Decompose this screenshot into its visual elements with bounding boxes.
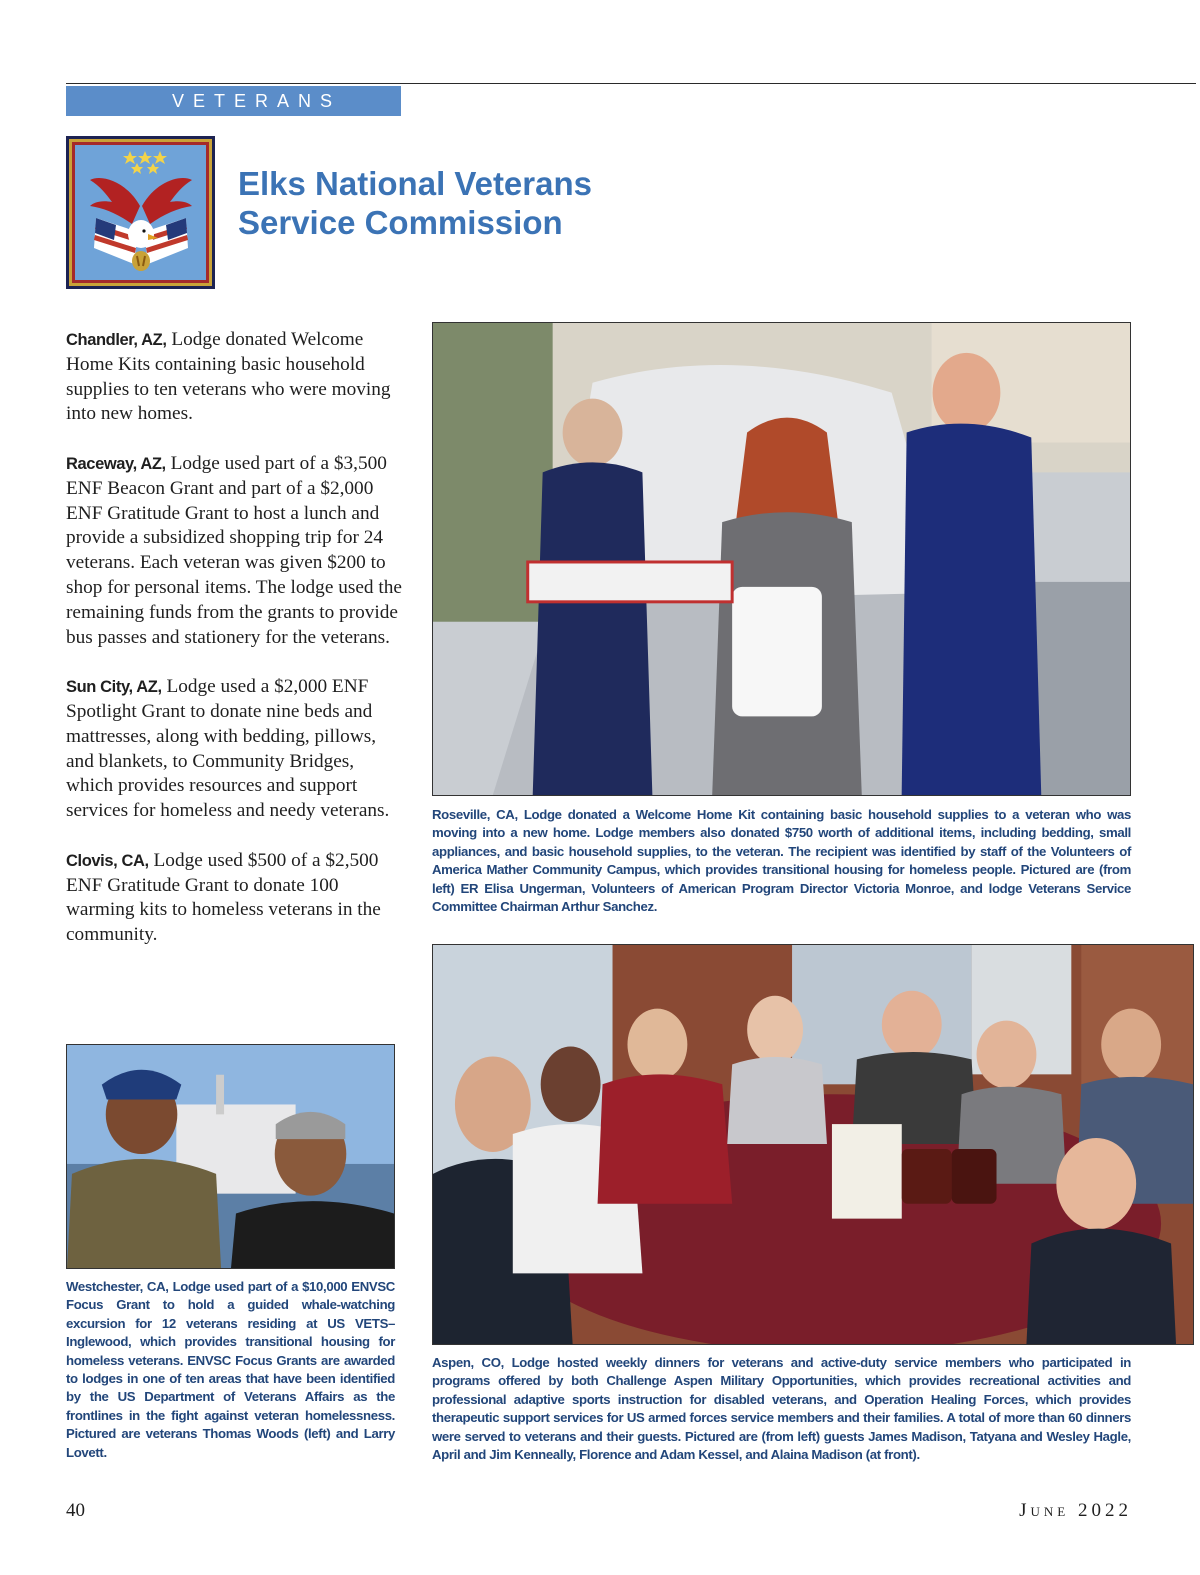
top-rule bbox=[66, 83, 1196, 84]
caption-text: Lodge donated a Welcome Home Kit containing basic household supplies to a veteran who was moving into a new home. Lodge members also donated $750 worth of additional items, including bedding, small appliances, and basic household supplies, to the veteran. The recipient was identified by staff of the Volunteers of America Mather Community Campus, which provides transitional housing for homeless people. Pictured are (from left) ER Elisa Ungerman, Volunteers of American Program Director Victoria Monroe, and lodge Veterans Service Committee Chairman Arthur Sanchez. bbox=[432, 807, 1131, 915]
caption-lead: Roseville, CA, bbox=[432, 807, 518, 822]
page-number: 40 bbox=[66, 1500, 85, 1521]
caption-lead: Aspen, CO, bbox=[432, 1355, 504, 1370]
roseville-photo bbox=[432, 322, 1131, 796]
westchester-caption bbox=[66, 1278, 395, 1462]
roseville-caption bbox=[432, 806, 1131, 916]
caption-text: Lodge hosted weekly dinners for veterans and active-duty service members who participated in programs offered by both Challenge Aspen Military Opportunities, which provides recreational activities and professional adaptive sports instruction for disabled veterans, and Operation Healing Forces, which provides therapeutic support services for US armed forces service members and their families. A total of more than 60 dinners were served to veterans and their guests. Pictured are (from left) guests James Madison, Tatyana and Wesley Hagle, April and Jim Kenneally, Florence and Adam Kessel, and Alaina Madison (at front). bbox=[432, 1355, 1131, 1463]
paragraph-sun-city bbox=[66, 675, 406, 824]
paragraph-chandler bbox=[66, 328, 406, 427]
paragraph-text: Lodge used a $2,000 ENF Spotlight Grant to donate nine beds and mattresses, along with bedding, pillows, and blankets, to Community Bridges, which provides resources and support services for homeless and needy veterans. bbox=[66, 676, 390, 822]
paragraph-lead: Sun City, AZ, bbox=[66, 678, 162, 697]
elks-eagle-flag-emblem-icon bbox=[66, 136, 215, 289]
caption-lead: Westchester, CA, bbox=[66, 1279, 169, 1294]
body-column bbox=[66, 328, 406, 973]
westchester-photo bbox=[66, 1044, 395, 1269]
article-title-line-1: Elks National Veterans bbox=[238, 165, 592, 202]
aspen-caption bbox=[432, 1354, 1131, 1464]
paragraph-text: Lodge used $500 of a $2,500 ENF Gratitude Grant to donate 100 warming kits to homeless veterans in the community. bbox=[66, 849, 381, 946]
section-label-bar: VETERANS bbox=[66, 86, 401, 116]
paragraph-lead: Raceway, AZ, bbox=[66, 454, 166, 473]
paragraph-lead: Chandler, AZ, bbox=[66, 331, 167, 349]
paragraph-clovis bbox=[66, 849, 406, 948]
paragraph-text: Lodge used part of a $3,500 ENF Beacon Grant and part of a $2,000 ENF Gratitude Grant to host a lunch and provide a subsidized shopping trip for 24 veterans. Each veteran was given $200 to shop for personal items. The lodge used the remaining funds from the grants to provide bus passes and stationery for the veterans. bbox=[66, 452, 402, 648]
caption-text: Lodge used part of a $10,000 ENVSC Focus Grant to hold a guided whale-watching excursion for 12 veterans residing at US VETS–Inglewood, which provides transitional housing for homeless veterans. ENVSC Focus Grants are awarded to lodges in one of ten areas that have been identified by the US Department of Veterans Affairs as the frontlines in the fight against veteran homelessness. Pictured are veterans Thomas Woods (left) and Larry Lovett. bbox=[66, 1279, 395, 1460]
article-title bbox=[238, 164, 592, 242]
article-title-line-2: Service Commission bbox=[238, 204, 563, 241]
paragraph-lead: Clovis, CA, bbox=[66, 851, 149, 870]
paragraph-raceway bbox=[66, 452, 406, 650]
issue-date: June 2022 bbox=[1019, 1500, 1132, 1521]
paragraph-text: Lodge donated Welcome Home Kits containing basic household supplies to ten veterans who were moving into new homes. bbox=[66, 329, 391, 425]
aspen-photo bbox=[432, 944, 1194, 1345]
